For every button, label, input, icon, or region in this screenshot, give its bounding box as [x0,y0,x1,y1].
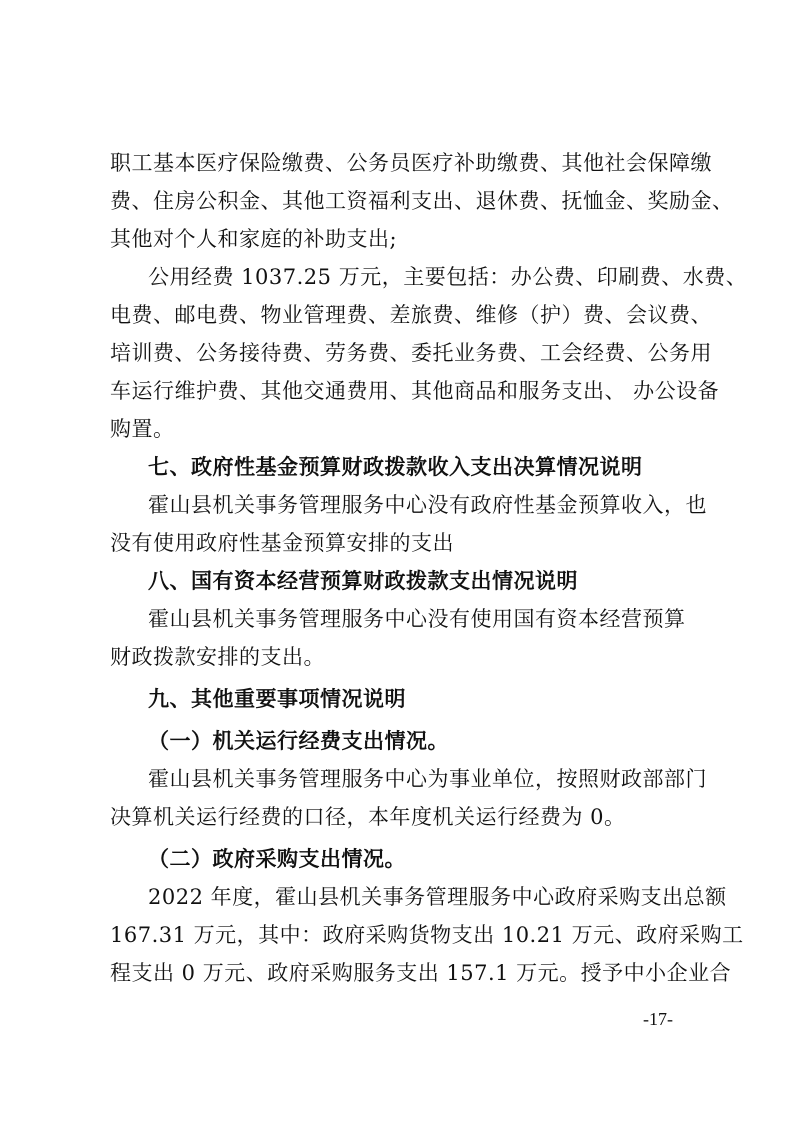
body-text-line: 培训费、公务接待费、劳务费、委托业务费、工会经费、公务用 [110,341,712,365]
body-text-line: 没有使用政府性基金预算安排的支出 [110,531,454,555]
body-text-line: 职工基本医疗保险缴费、公务员医疗补助缴费、其他社会保障缴 [110,151,712,175]
body-text-line: 2022 年度，霍山县机关事务管理服务中心政府采购支出总额 [148,885,727,909]
body-text-line: 决算机关运行经费的口径，本年度机关运行经费为 0。 [110,805,626,829]
body-text-line: 霍山县机关事务管理服务中心没有使用国有资本经营预算 [148,607,686,631]
section-heading-8: 八、国有资本经营预算财政拨款支出情况说明 [148,569,578,593]
body-text-line: 费、住房公积金、其他工资福利支出、退休费、抚恤金、奖励金、 [110,189,734,213]
page-number: -17- [643,1009,673,1029]
section-heading-7: 七、政府性基金预算财政拨款收入支出决算情况说明 [148,455,643,479]
body-text-line: 车运行维护费、其他交通费用、其他商品和服务支出、 办公设备 [110,379,720,403]
body-text-line: 程支出 0 万元、政府采购服务支出 157.1 万元。授予中小企业合 [110,961,732,985]
body-text-line: 财政拨款安排的支出。 [110,645,325,669]
section-heading-9: 九、其他重要事项情况说明 [148,687,406,711]
body-text-line: 霍山县机关事务管理服务中心没有政府性基金预算收入，也 [148,493,707,517]
body-text-line: 其他对个人和家庭的补助支出; [110,227,398,251]
body-text-line: 电费、邮电费、物业管理费、差旅费、维修（护）费、会议费、 [110,303,712,327]
body-text-line: 购置。 [110,417,175,441]
body-text-line: 霍山县机关事务管理服务中心为事业单位，按照财政部部门 [148,767,707,791]
subsection-heading-1: （一）机关运行经费支出情况。 [148,728,449,753]
body-text-line: 公用经费 1037.25 万元，主要包括：办公费、印刷费、水费、 [148,265,748,289]
subsection-heading-2: （二）政府采购支出情况。 [148,846,406,871]
body-text-line: 167.31 万元，其中：政府采购货物支出 10.21 万元、政府采购工 [110,923,744,947]
